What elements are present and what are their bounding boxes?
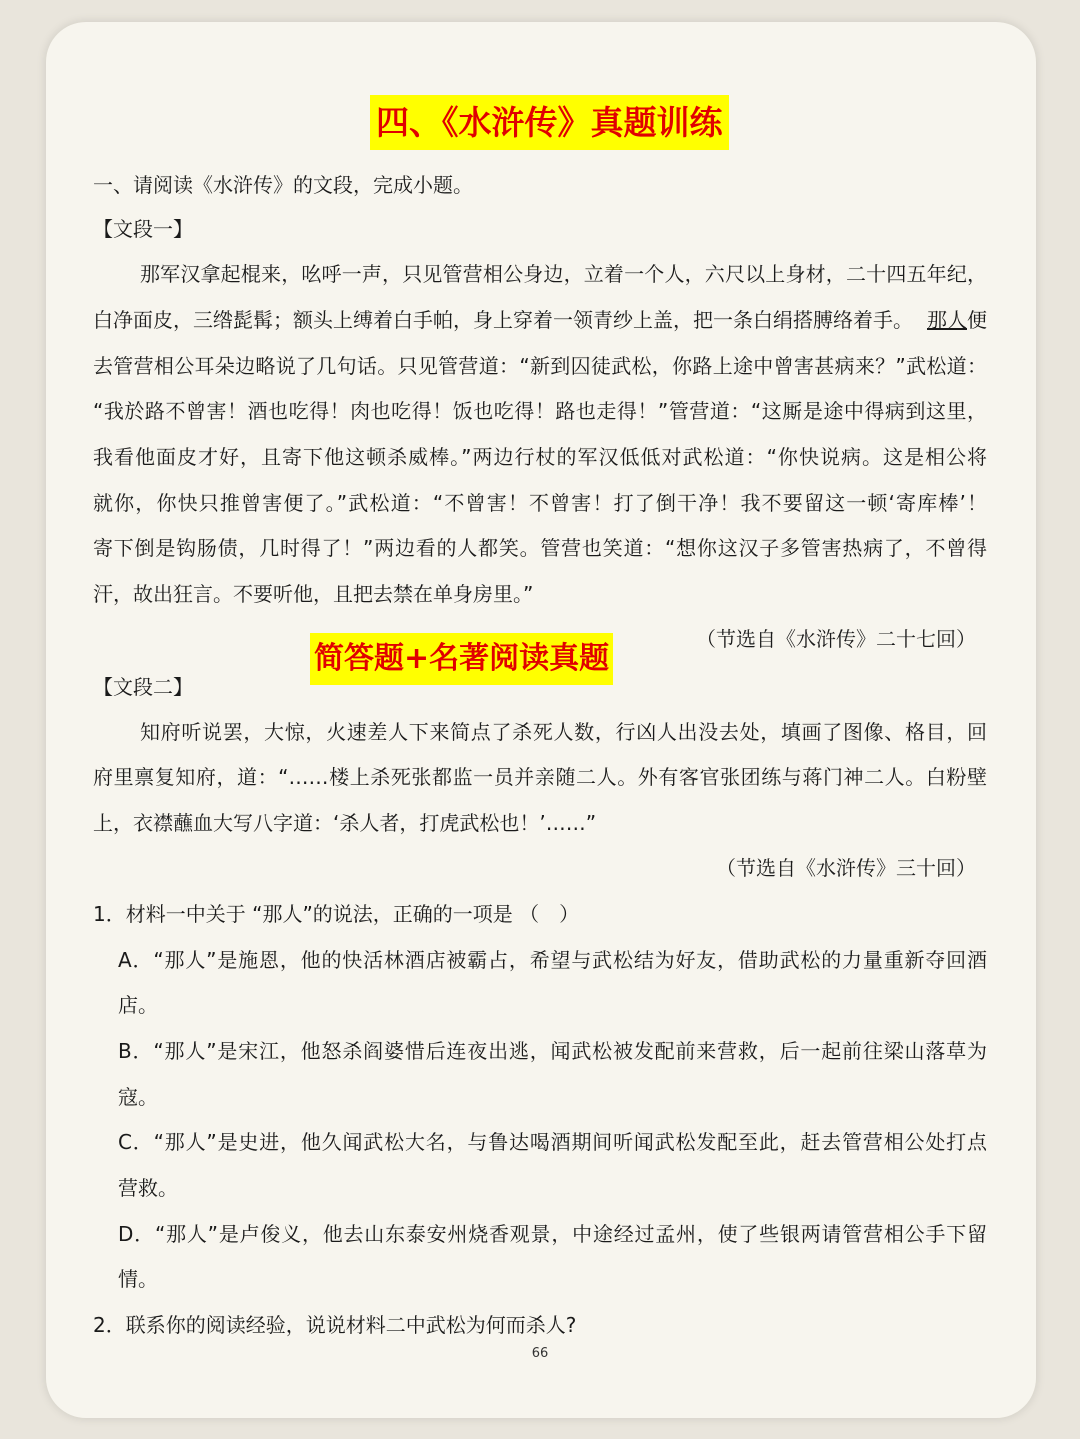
passage1-line: 我看他面皮才好，且寄下他这顿杀威棒。”两边行杖的军汉低低对武松道：“你快说病。这是相公将 (93, 445, 987, 469)
option-a-cont: 店。 (118, 993, 158, 1017)
passage1-line-tail (927, 305, 987, 335)
passage2-line: 知府听说罢，大惊，火速差人下来简点了杀死人数，行凶人出没去处，填画了图像、格目，回 (140, 720, 987, 744)
option-c-cont: 营救。 (118, 1176, 178, 1200)
passage2-label: 【文段二】 (93, 675, 193, 699)
option-a: A．“那人”是施恩，他的快活林酒店被霸占，希望与武松结为好友，借助武松的力量重新夺回酒 (118, 948, 987, 972)
passage2-line: 府里禀复知府，道：“……楼上杀死张都监一员并亲随二人。外有客官张团练与蒋门神二人。白粉壁 (93, 765, 987, 789)
passage1-line: 寄下倒是钩肠债，几时得了！”两边看的人都笑。管营也笑道：“想你这汉子多管害热病了，不曾得 (93, 536, 987, 560)
passage1-line-end: 便 (967, 308, 987, 332)
option-b: B．“那人”是宋江，他怒杀阎婆惜后连夜出逃，闻武松被发配前来营救，后一起前往梁山落草为 (118, 1039, 987, 1063)
overlay-banner: 简答题+名著阅读真题 (310, 633, 613, 685)
option-c: C．“那人”是史进，他久闻武松大名，与鲁达喝酒期间听闻武松发配至此，赶去管营相公处打点 (118, 1130, 987, 1154)
passage1-line: 去管营相公耳朵边略说了几句话。只见管营道：“新到囚徒武松，你路上途中曾害甚病来？”武松道： (93, 354, 987, 378)
passage1-line: 就你，你快只推曾害便了。”武松道：“不曾害！不曾害！打了倒干净！我不要留这一顿‘寄库棒’！ (93, 491, 987, 515)
passage2-source: （节选自《水浒传》三十回） (716, 856, 976, 880)
passage1-line: “我於路不曾害！酒也吃得！肉也吃得！饭也吃得！路也走得！”管营道：“这厮是途中得病到这里， (93, 399, 987, 423)
passage1-label: 【文段一】 (93, 217, 193, 241)
passage1-line: 那军汉拿起棍来，吆呼一声，只见管营相公身边，立着一个人，六尺以上身材，二十四五年纪， (140, 262, 987, 286)
passage2-line: 上，衣襟蘸血大写八字道：‘杀人者，打虎武松也！’……” (93, 811, 597, 835)
option-d-cont: 情。 (118, 1267, 158, 1291)
section-title: 四、《水浒传》真题训练 (370, 95, 729, 150)
page-number: 66 (531, 1346, 549, 1361)
question-intro: 一、请阅读《水浒传》的文段，完成小题。 (93, 173, 473, 197)
option-b-cont: 寇。 (118, 1085, 158, 1109)
question-2: 2．联系你的阅读经验，说说材料二中武松为何而杀人? (93, 1313, 577, 1337)
question-1-stem: 1．材料一中关于 “那人”的说法，正确的一项是 （ ） (93, 902, 580, 926)
passage1-line (93, 305, 987, 335)
underlined-that-man: 那人 (927, 308, 967, 332)
passage1-source: （节选自《水浒传》二十七回） (696, 627, 976, 651)
option-d: D．“那人”是卢俊义，他去山东泰安州烧香观景，中途经过孟州，使了些银两请管营相公手下留 (118, 1222, 987, 1246)
passage1-line: 汗，故出狂言。不要听他，且把去禁在单身房里。” (93, 582, 534, 606)
passage1-line-text: 白净面皮，三绺髭髯；额头上缚着白手帕，身上穿着一领青纱上盖，把一条白绢搭膊络着手。 (93, 308, 913, 332)
